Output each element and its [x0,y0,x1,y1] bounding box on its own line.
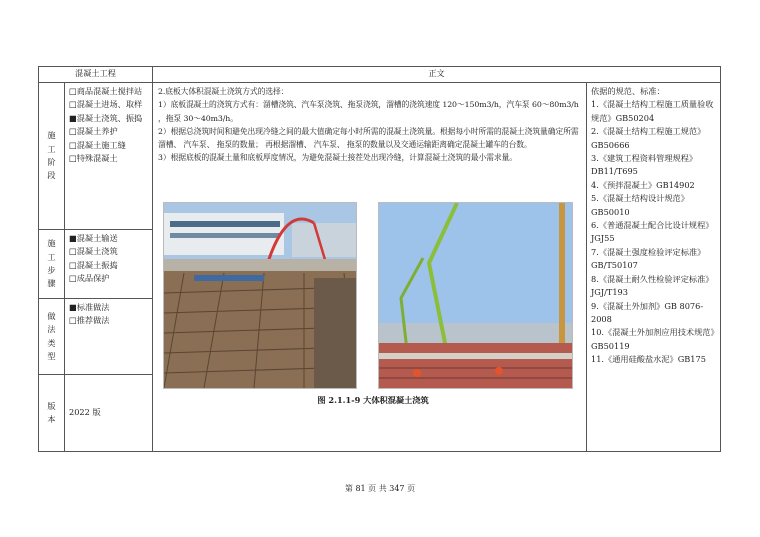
body-header: 正文 [153,67,721,83]
type-options [65,299,153,375]
construction-photo-left [163,202,357,389]
references-column [587,83,721,452]
option-item: □推荐做法 [69,315,110,326]
spec-table [38,66,721,452]
paragraph: 3）根据底板的混凝土量和底板厚度情况，为避免混凝土接茬处出现冷缝，计算混凝土浇筑的最小需求量。 [158,153,517,163]
page-footer: 第 81 页 共 347 页 [344,484,416,493]
reference-item: 9.《混凝土外加剂》GB 8076-2008 [591,300,704,324]
reference-item: 8.《混凝土耐久性检验评定标准》JGJ/T193 [591,273,714,298]
section-label-type: 做 法 类 型 [39,299,65,375]
option-item: □商品混凝土搅拌站 [69,86,143,96]
reference-item: 6.《普通混凝土配合比设计规程》JGJ55 [591,220,714,244]
version-value: 2022 版 [65,375,153,452]
reference-item: 10.《混凝土外加剂应用技术规范》GB50119 [591,327,715,351]
option-item: □特殊混凝土 [69,153,118,164]
header-row [39,67,721,83]
references-title: 依据的规范、标准： [591,86,665,96]
reference-item: 4.《预拌混凝土》GB14902 [591,179,695,190]
reference-item: 1.《混凝土结构工程施工质量验收规范》GB50204 [591,99,714,123]
construction-photo-right [378,202,573,389]
option-item: □混凝土养护 [69,126,118,137]
section-label-steps: 施 工 步 骤 [39,230,65,299]
steps-options [65,230,153,299]
content-text [153,83,586,165]
stage-options [65,83,153,230]
main-content [153,83,587,452]
option-item: ■标准做法 [69,302,110,312]
option-item: □混凝土浇筑 [69,246,118,257]
option-item: □成品保护 [69,273,110,284]
reference-item: 11.《通用硅酸盐水泥》GB175 [591,354,706,365]
option-item: □混凝土振捣 [69,259,118,270]
section-row-stage [39,83,721,230]
option-item: ■混凝土浇筑、振捣 [69,112,143,123]
option-item: □混凝土进场、取样 [69,99,143,110]
reference-item: 2.《混凝土结构工程施工规范》GB50666 [591,126,706,150]
reference-item: 5.《混凝土结构设计规范》GB50010 [591,193,689,217]
option-item: ■混凝土输送 [69,233,118,243]
option-item: □混凝土施工缝 [69,139,126,150]
paragraph: 2）根据总浇筑时间和避免出现冷缝之间的最大值确定每小时所需的混凝土浇筑量。根据每小时所需的混凝土浇筑量确定所需溜槽、 汽车泵、 拖泵的数量； 再根据溜槽、 汽车泵、 拖泵的数量以及交通运输距离确定混凝土罐车的台数。 [158,126,579,150]
paragraph: 1）底板混凝土的浇筑方式有：溜槽浇筑、汽车泵浇筑、拖泵浇筑，溜槽的浇筑速度 120～150m3/h，汽车泵 60～80m3/h ，拖泵 30～40m3/h。 [158,100,579,123]
section-label-version: 版 本 [39,375,65,452]
reference-item: 7.《混凝土强度检验评定标准》GB/T50107 [591,246,706,271]
section-label-stage: 施 工 阶 段 [39,83,65,230]
figure-caption: 图 2.1.1-9 大体积混凝土浇筑 [317,395,429,405]
paragraph: 2.底板大体积混凝土浇筑方式的选择： [158,87,289,96]
reference-item: 3.《建筑工程资料管理规程》DB11/T695 [591,153,698,177]
category-header: 混凝土工程 [39,67,153,83]
